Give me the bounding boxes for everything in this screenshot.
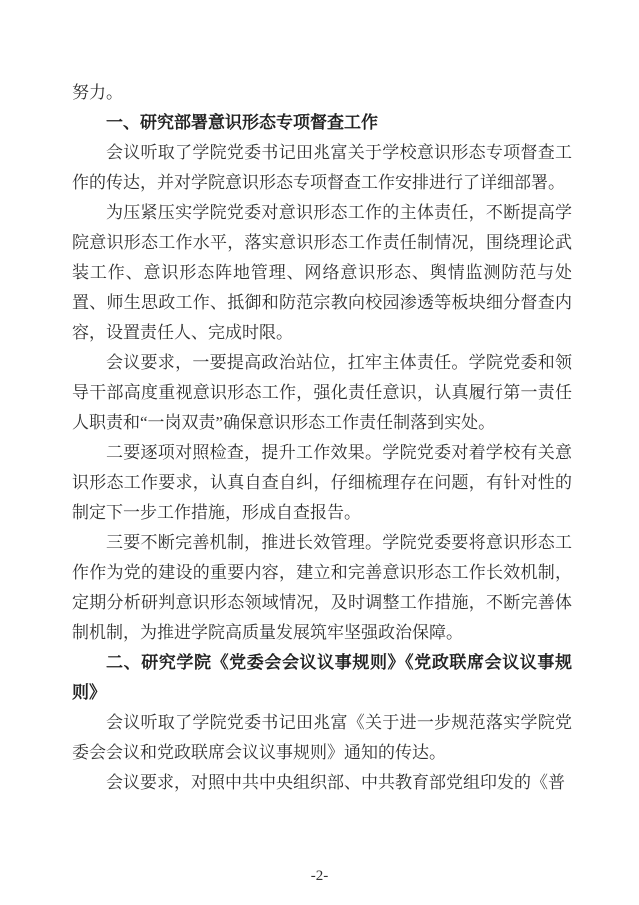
paragraph: 二要逐项对照检查，提升工作效果。学院党委对着学校有关意识形态工作要求，认真自查自纠，仔细梳理存在问题，有针对性的制定下一步工作措施，形成自查报告。 [72,443,572,522]
paragraph: 努力。 [72,83,123,102]
section-heading: 一、研究部署意识形态专项督查工作 [106,113,378,132]
paragraph: 会议听取了学院党委书记田兆富《关于进一步规范落实学院党委会会议和党政联席会议议事规则》通知的传达。 [72,713,572,762]
paragraph: 会议要求，对照中共中央组织部、中共教育部党组印发的《普 [106,773,565,792]
paragraph: 为压紧压实学院党委对意识形态工作的主体责任，不断提高学院意识形态工作水平，落实意识形态工作责任制情况，围绕理论武装工作、意识形态阵地管理、网络意识形态、舆情监测防范与处置、师生思政工作、抵御和防范宗教向校园渗透等板块细分督查内容，设置责任人、完成时限。 [72,203,572,342]
paragraph: 会议要求，一要提高政治站位，扛牢主体责任。学院党委和领导干部高度重视意识形态工作，强化责任意识，认真履行第一责任人职责和“一岗双责”确保意识形态工作责任制落到实处。 [72,353,572,432]
paragraph: 三要不断完善机制，推进长效管理。学院党委要将意识形态工作作为党的建设的重要内容，建立和完善意识形态工作长效机制，定期分析研判意识形态领域情况，及时调整工作措施，不断完善体制机制，为推进学院高质量发展筑牢坚强政治保障。 [72,533,572,642]
paragraph: 会议听取了学院党委书记田兆富关于学校意识形态专项督查工作的传达，并对学院意识形态专项督查工作安排进行了详细部署。 [72,143,572,192]
document-body [72,78,572,798]
page-number: -2- [310,868,329,884]
section-heading: 二、研究学院《党委会会议议事规则》《党政联席会议议事规则》 [72,653,572,702]
